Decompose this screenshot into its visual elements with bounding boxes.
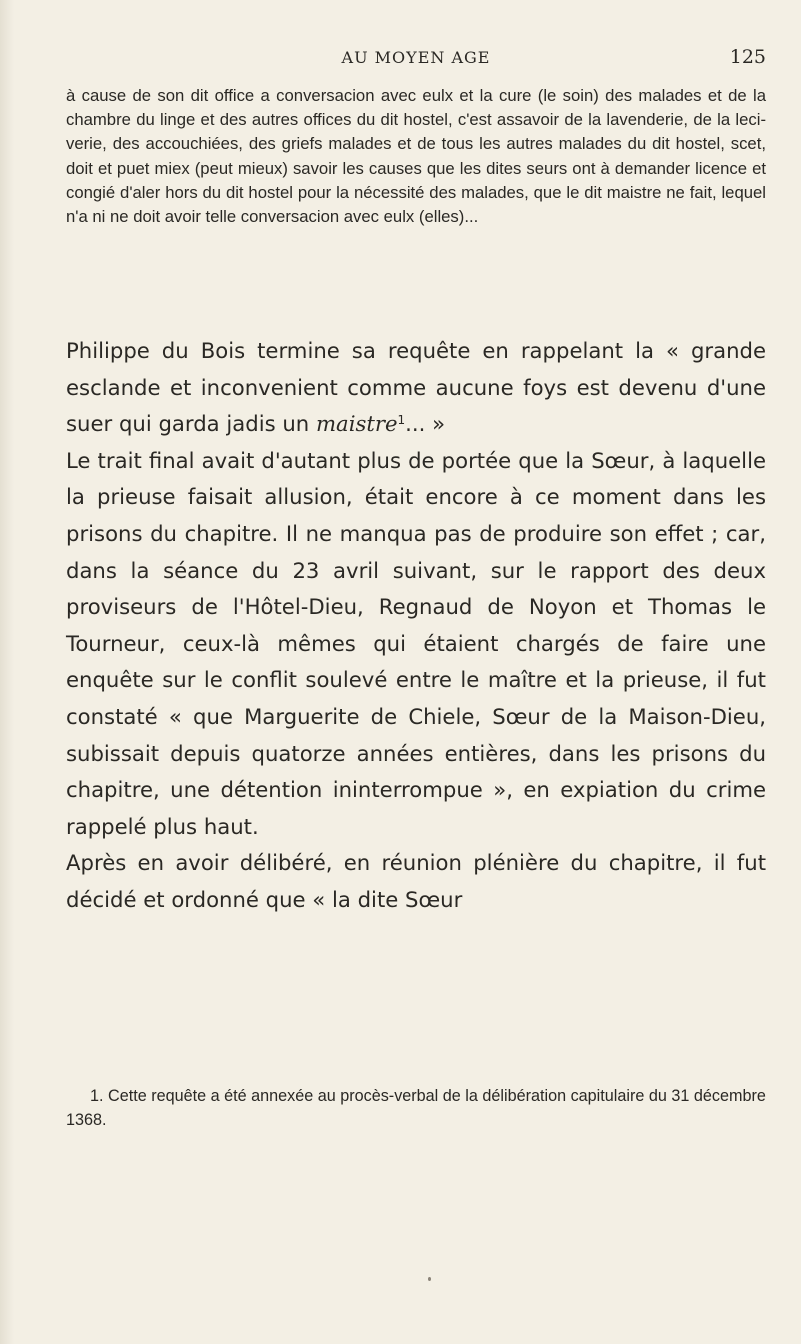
footnote-number: 1. <box>90 1087 104 1105</box>
paragraph-1-italic: maistre <box>315 411 398 437</box>
paragraph-3: Après en avoir délibéré, en réunion plénière du chapitre, il fut décidé et ordonné que « la dite Sœur <box>66 850 766 912</box>
paragraph-1-end: ... » <box>405 411 446 437</box>
paper-speck <box>428 1277 431 1281</box>
running-title: AU MOYEN AGE <box>341 48 491 67</box>
footnote-text: Cette requête a été annexée au procès-verbal de la délibération capitulaire du 31 décembre 1368. <box>66 1087 766 1129</box>
page-edge-shadow <box>0 0 14 1344</box>
running-head <box>66 44 766 74</box>
paragraph-2: Le trait final avait d'autant plus de portée que la Sœur, à laquelle la prieuse faisait allusion, était encore à ce moment dans les prisons du chapitre. Il ne manqua pas de produire son effet ; car, dans la séance du 23 avril suivant, sur le rapport des deux proviseurs de l'Hôtel-Dieu, Regnaud de Noyon et Thomas le Tourneur, ceux-là mêmes qui étaient chargés de faire une enquête sur le conflit soulevé entre le maître et la prieuse, il fut constaté « que Marguerite de Chiele, Sœur de la Maison-Dieu, subissait depuis quatorze années entières, dans les prisons du chapitre, une détention ininterrompue », en expiation du crime rappelé plus haut. <box>66 447 766 839</box>
footnote-reference: 1 <box>397 413 406 428</box>
page-number: 125 <box>729 46 766 68</box>
quoted-passage: à cause de son dit office a conversacion avec eulx et la cure (le soin) des malades et de la chambre du linge et des autres offices du dit hostel, c'est assavoir de la lavenderie, de la leciverie, des accouchiées, des griefs malades et de tous les autres malades du dit hostel, scet, doit et puet miex (peut mieux) savoir les causes que les dites seurs ont à demander licence et congié d'aler hors du dit hostel pour la nécessité des malades, que le dit maistre ne fait, lequel n'a ni ne doit avoir telle conversacion avec eulx (elles)... <box>66 86 766 227</box>
paragraph-1 <box>66 333 766 443</box>
paragraph-1-text: Philippe du Bois termine sa requête en rappelant la « grande esclande et inconvenient comme aucune foys est devenu d'une suer qui garda jadis un <box>66 338 766 437</box>
footnote <box>66 1084 766 1132</box>
body-text <box>66 333 766 919</box>
